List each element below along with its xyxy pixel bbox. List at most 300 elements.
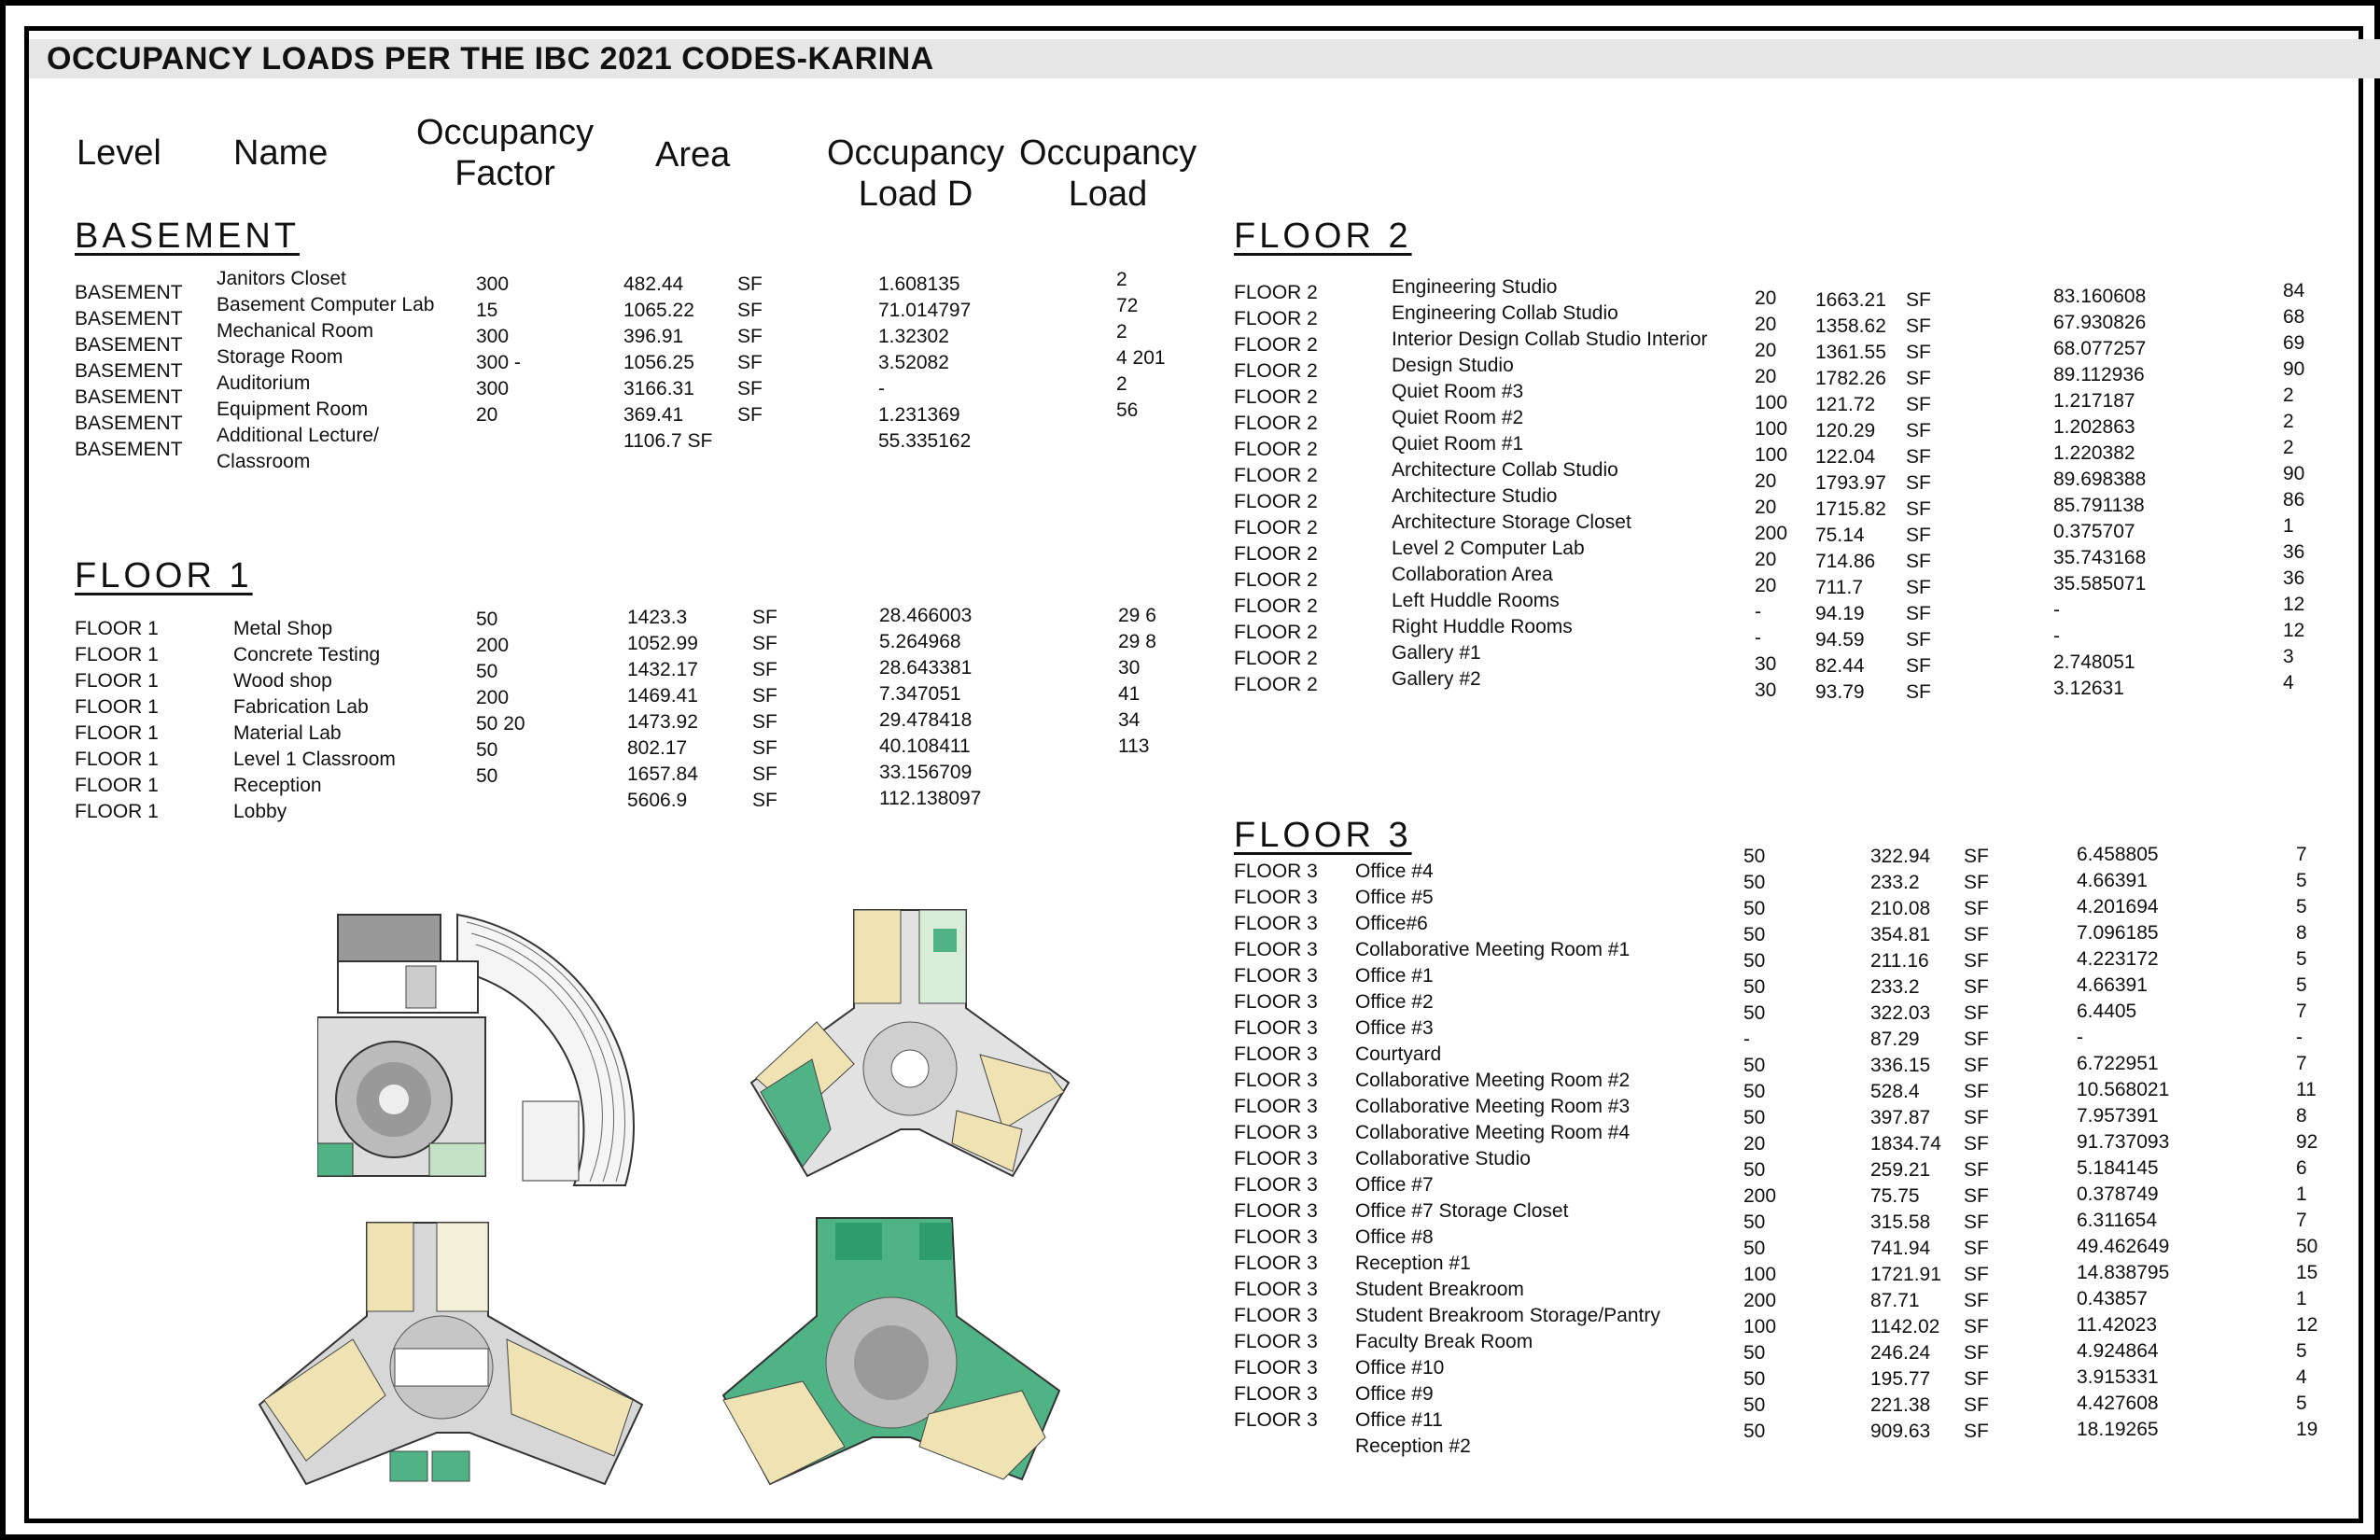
floor2-loads-cell: 84 [2283,280,2305,301]
header-level: Level [77,133,161,173]
floor3-loads-cell: 7 [2296,844,2307,865]
floor3-names-cell: Office #11 [1355,1409,1443,1431]
floor3-levels-cell: FLOOR 3 [1234,1122,1318,1143]
floor2-loads-cell: 68 [2283,306,2305,328]
floor2-factors-cell: 20 [1755,314,1777,335]
floor3-load-d-cell: 14.838795 [2077,1262,2170,1283]
floor2-levels-cell: FLOOR 2 [1234,648,1318,669]
floor3-loads-cell: 6 [2296,1157,2307,1179]
floor2-units-cell: SF [1906,655,1931,677]
floor3-factors-cell: 50 [1743,1002,1766,1024]
floor2-load-d-cell: 1.217187 [2053,390,2135,412]
floor3-units-cell: SF [1964,898,1989,919]
floor3-load-d-cell: 6.458805 [2077,844,2159,865]
floor3-names-cell: Collaborative Meeting Room #4 [1355,1122,1631,1143]
floor3-units-cell: SF [1964,1159,1989,1181]
basement-loads-cell: 2 [1116,373,1127,395]
floor2-names-cell: Gallery #1 [1392,642,1481,664]
basement-loads-cell: 2 [1116,321,1127,343]
floor3-load-d-cell: - [2077,1027,2083,1048]
floor1-units-cell: SF [752,685,777,707]
floor3-load-d-cell: 7.957391 [2077,1105,2159,1127]
floor3-units-cell: SF [1964,976,1989,998]
floor2-load-d-cell: 83.160608 [2053,286,2147,307]
header-area: Area [655,135,731,175]
floor3-names-cell: Collaborative Meeting Room #3 [1355,1096,1631,1117]
floor3-units-cell: SF [1964,872,1989,893]
floor3-load-d-cell: 4.427608 [2077,1393,2159,1414]
floor2-names-cell: Collaboration Area [1392,564,1553,585]
floor3-load-d-cell: 6.311654 [2077,1210,2158,1231]
floor3-levels-cell: FLOOR 3 [1234,939,1318,960]
floor3-loads-cell: - [2296,1027,2303,1048]
basement-factors-cell: 15 [476,300,498,321]
floor2-levels-cell: FLOOR 2 [1234,491,1318,512]
floor3-levels-cell: FLOOR 3 [1234,1253,1318,1274]
floor1-names-cell: Material Lab [233,722,342,744]
floor3-factors-cell: 20 [1743,1133,1766,1155]
floor2-load-d-cell: 1.202863 [2053,416,2135,438]
floor3-levels-cell: FLOOR 3 [1234,1357,1318,1379]
floor1-load-d-cell: 7.347051 [879,683,961,705]
header-name: Name [233,133,329,173]
floor3-names-cell: Collaborative Meeting Room #1 [1355,939,1631,960]
floor2-units-cell: SF [1906,394,1931,415]
floor2-factors-cell: 20 [1755,549,1777,570]
basement-loads-cell: 56 [1116,399,1139,421]
floor1-loads-cell: 41 [1118,683,1141,705]
floor1-loads-cell: 34 [1118,709,1141,731]
floor3-levels-cell: FLOOR 3 [1234,887,1318,908]
basement-loads-cell: 72 [1116,295,1139,316]
floor3-loads-cell: 7 [2296,1001,2307,1022]
floor1-factors-cell: 50 [476,765,498,787]
floor1-load-d-cell: 33.156709 [879,762,973,783]
floor3-load-d-cell: 49.462649 [2077,1236,2170,1257]
floor3-levels-cell: FLOOR 3 [1234,1017,1318,1039]
floor2-loads-cell: 4 [2283,672,2294,693]
floor2-factors-cell: 200 [1755,523,1788,544]
floor3-areas-cell: 233.2 [1870,872,1920,893]
floor2-loads-cell: 2 [2283,411,2294,432]
floor3-names-cell: Collaborative Studio [1355,1148,1531,1169]
page-title: OCCUPANCY LOADS PER THE IBC 2021 CODES-KARINA [47,41,934,77]
floor1-levels-cell: FLOOR 1 [75,775,159,796]
floor1-areas-cell: 1473.92 [627,711,698,733]
basement-factors-cell: 300 [476,273,510,295]
floor3-loads-cell: 12 [2296,1314,2318,1336]
floor2-names-cell: Quiet Room #3 [1392,381,1524,402]
floor2-areas-cell: 82.44 [1815,655,1865,677]
basement-areas-cell: 1065.22 [623,300,694,321]
floor3-loads-cell: 5 [2296,974,2307,996]
floor1-factors-cell: 50 [476,609,498,630]
floor2-names-cell: Architecture Storage Closet [1392,511,1631,533]
floor3-factors-cell: 50 [1743,924,1766,945]
floor3-units-cell: SF [1964,1316,1989,1337]
floor3-names-cell: Collaborative Meeting Room #2 [1355,1070,1631,1091]
floor3-levels-cell: FLOOR 3 [1234,965,1318,987]
floor2-units-cell: SF [1906,603,1931,624]
floor3-factors-cell: 100 [1743,1316,1777,1337]
floor1-units-cell: SF [752,737,777,759]
floor3-factors-cell: 50 [1743,872,1766,893]
floor3-loads-cell: 5 [2296,948,2307,970]
floor3-load-d-cell: 11.42023 [2077,1314,2158,1336]
floor2-units-cell: SF [1906,629,1931,651]
floor3-loads-cell: 8 [2296,922,2307,944]
floor3-levels-cell: FLOOR 3 [1234,1409,1318,1431]
floor2-units-cell: SF [1906,498,1931,520]
basement-areas-cell: 3166.31 [623,378,694,399]
floor3-areas-cell: 397.87 [1870,1107,1931,1128]
floor2-load-d-cell: 35.585071 [2053,573,2147,595]
floor1-load-d-cell: 112.138097 [879,788,982,809]
floor3-names-cell: Office #4 [1355,861,1434,882]
floor3-areas-cell: 322.94 [1870,846,1931,867]
floor3-areas-cell: 741.94 [1870,1238,1931,1259]
floor3-load-d-cell: 4.924864 [2077,1340,2159,1362]
floor1-floor-plan [742,905,1078,1195]
basement-areas-cell: 482.44 [623,273,684,295]
floor1-levels-cell: FLOOR 1 [75,722,159,744]
floor3-factors-cell: 100 [1743,1264,1777,1285]
floor3-factors-cell: 50 [1743,846,1766,867]
floor2-areas-cell: 1715.82 [1815,498,1886,520]
floor1-areas-cell: 5606.9 [627,790,688,811]
floor3-areas-cell: 75.75 [1870,1185,1920,1207]
floor3-factors-cell: 50 [1743,1342,1766,1364]
floor3-areas-cell: 336.15 [1870,1055,1931,1076]
basement-names-cell: Janitors Closet [217,268,346,289]
floor1-units-cell: SF [752,790,777,811]
floor2-units-cell: SF [1906,551,1931,572]
floor2-factors-cell: 20 [1755,340,1777,361]
floor2-areas-cell: 122.04 [1815,446,1876,468]
basement-factors-cell: 300 - [476,352,521,373]
floor3-names-cell: Office#6 [1355,913,1428,934]
floor2-names-cell: Architecture Studio [1392,485,1558,507]
floor3-units-cell: SF [1964,1238,1989,1259]
floor2-areas-cell: 120.29 [1815,420,1876,441]
floor3-levels-cell: FLOOR 3 [1234,1174,1318,1196]
floor3-floor-plan [714,1213,1069,1489]
basement-units-cell: SF [737,273,763,295]
floor3-levels-cell: FLOOR 3 [1234,1383,1318,1405]
basement-names-cell: Basement Computer Lab [217,294,435,315]
floor3-levels-cell: FLOOR 3 [1234,1070,1318,1091]
floor2-levels-cell: FLOOR 2 [1234,569,1318,591]
floor2-names-cell: Quiet Room #1 [1392,433,1524,455]
floor3-load-d-cell: 0.378749 [2077,1183,2159,1205]
floor3-loads-cell: 7 [2296,1210,2307,1231]
floor3-names-cell: Student Breakroom [1355,1279,1524,1300]
floor3-loads-cell: 7 [2296,1053,2307,1074]
floor3-load-d-cell: 4.66391 [2077,870,2148,891]
floor3-names-cell: Faculty Break Room [1355,1331,1533,1352]
floor3-levels-cell: FLOOR 3 [1234,1148,1318,1169]
basement-factors-cell: 300 [476,326,510,347]
section-floor3: FLOOR 3 [1234,816,1412,855]
floor3-areas-cell: 259.21 [1870,1159,1931,1181]
floor2-loads-cell: 12 [2283,620,2305,641]
floor1-areas-cell: 1432.17 [627,659,698,680]
floor2-load-d-cell: 68.077257 [2053,338,2147,359]
floor3-factors-cell: 50 [1743,1368,1766,1390]
floor2-areas-cell: 93.79 [1815,681,1865,703]
floor1-load-d-cell: 29.478418 [879,709,973,731]
floor2-names-cell: Engineering Studio [1392,276,1558,298]
floor3-load-d-cell: 91.737093 [2077,1131,2170,1153]
floor1-load-d-cell: 28.643381 [879,657,973,679]
floor2-levels-cell: FLOOR 2 [1234,517,1318,539]
floor1-areas-cell: 1657.84 [627,763,698,785]
basement-areas-cell: 1106.7 SF [623,430,713,452]
floor2-units-cell: SF [1906,368,1931,389]
floor2-load-d-cell: 3.12631 [2053,678,2124,699]
floor3-units-cell: SF [1964,1029,1989,1050]
basement-levels-cell: BASEMENT [75,282,183,303]
floor1-factors-cell: 50 [476,739,498,761]
floor2-factors-cell: 100 [1755,392,1788,413]
floor1-levels-cell: FLOOR 1 [75,618,159,639]
floor1-areas-cell: 1052.99 [627,633,698,654]
floor1-levels-cell: FLOOR 1 [75,801,159,822]
floor2-units-cell: SF [1906,525,1931,546]
floor3-loads-cell: 1 [2296,1183,2307,1205]
floor1-areas-cell: 1423.3 [627,607,688,628]
floor3-loads-cell: 5 [2296,1340,2307,1362]
floor2-areas-cell: 1358.62 [1815,315,1886,337]
floor1-load-d-cell: 5.264968 [879,631,961,652]
floor2-loads-cell: 90 [2283,358,2305,380]
floor2-units-cell: SF [1906,289,1931,311]
floor3-units-cell: SF [1964,950,1989,972]
floor1-factors-cell: 50 [476,661,498,682]
floor3-names-cell: Office #8 [1355,1226,1434,1248]
basement-load-d-cell: 1.32302 [878,326,949,347]
basement-units-cell: SF [737,326,763,347]
floor3-loads-cell: 5 [2296,1393,2307,1414]
floor3-areas-cell: 210.08 [1870,898,1931,919]
floor3-loads-cell: 5 [2296,896,2307,917]
floor2-names-cell: Design Studio [1392,355,1514,376]
floor3-factors-cell: 50 [1743,898,1766,919]
floor2-units-cell: SF [1906,342,1931,363]
floor3-factors-cell: 50 [1743,1055,1766,1076]
floor2-units-cell: SF [1906,577,1931,598]
floor1-names-cell: Level 1 Classroom [233,749,396,770]
floor3-load-d-cell: 10.568021 [2077,1079,2170,1100]
floor2-levels-cell: FLOOR 2 [1234,674,1318,695]
header-occupancy-load-d: Occupancy Load D [827,133,1005,214]
floor3-units-cell: SF [1964,1133,1989,1155]
floor3-units-cell: SF [1964,1290,1989,1311]
floor3-load-d-cell: 4.66391 [2077,974,2148,996]
floor3-names-cell: Office #7 [1355,1174,1434,1196]
floor2-levels-cell: FLOOR 2 [1234,413,1318,434]
floor3-factors-cell: - [1743,1029,1750,1050]
floor3-units-cell: SF [1964,1107,1989,1128]
floor3-areas-cell: 87.71 [1870,1290,1920,1311]
floor2-factors-cell: 100 [1755,418,1788,440]
basement-names-cell: Classroom [217,451,311,472]
floor2-names-cell: Engineering Collab Studio [1392,302,1618,324]
floor2-areas-cell: 75.14 [1815,525,1865,546]
floor3-loads-cell: 8 [2296,1105,2307,1127]
floor3-levels-cell: FLOOR 3 [1234,913,1318,934]
floor3-names-cell: Courtyard [1355,1043,1442,1065]
basement-loads-cell: 4 201 [1116,347,1166,369]
floor3-load-d-cell: 3.915331 [2077,1366,2159,1388]
floor2-load-d-cell: 0.375707 [2053,521,2135,542]
floor2-levels-cell: FLOOR 2 [1234,282,1318,303]
floor3-levels-cell: FLOOR 3 [1234,1279,1318,1300]
floor2-load-d-cell: 1.220382 [2053,442,2135,464]
basement-levels-cell: BASEMENT [75,308,183,329]
floor1-levels-cell: FLOOR 1 [75,696,159,718]
basement-load-d-cell: 55.335162 [878,430,972,452]
floor1-load-d-cell: 40.108411 [879,735,971,757]
floor3-units-cell: SF [1964,1211,1989,1233]
floor3-loads-cell: 92 [2296,1131,2318,1153]
floor2-levels-cell: FLOOR 2 [1234,308,1318,329]
floor3-factors-cell: 50 [1743,1421,1766,1442]
floor3-units-cell: SF [1964,1002,1989,1024]
floor2-load-d-cell: - [2053,625,2060,647]
floor1-names-cell: Metal Shop [233,618,333,639]
floor2-factors-cell: 20 [1755,287,1777,309]
floor2-areas-cell: 1782.26 [1815,368,1886,389]
floor2-areas-cell: 94.59 [1815,629,1865,651]
floor3-areas-cell: 87.29 [1870,1029,1920,1050]
floor3-areas-cell: 1721.91 [1870,1264,1941,1285]
floor2-load-d-cell: 35.743168 [2053,547,2147,568]
floor3-factors-cell: 50 [1743,950,1766,972]
floor3-levels-cell: FLOOR 3 [1234,1096,1318,1117]
floor3-areas-cell: 528.4 [1870,1081,1920,1102]
floor2-levels-cell: FLOOR 2 [1234,543,1318,565]
floor2-loads-cell: 2 [2283,385,2294,406]
floor3-loads-cell: 19 [2296,1419,2318,1440]
floor3-load-d-cell: 5.184145 [2077,1157,2159,1179]
floor3-loads-cell: 15 [2296,1262,2318,1283]
section-floor2: FLOOR 2 [1234,217,1412,256]
floor3-areas-cell: 315.58 [1870,1211,1931,1233]
basement-load-d-cell: - [878,378,885,399]
floor3-levels-cell: FLOOR 3 [1234,991,1318,1013]
floor2-loads-cell: 1 [2283,515,2294,537]
basement-areas-cell: 1056.25 [623,352,694,373]
floor3-loads-cell: 50 [2296,1236,2318,1257]
floor3-areas-cell: 1142.02 [1870,1316,1940,1337]
basement-levels-cell: BASEMENT [75,334,183,356]
floor1-units-cell: SF [752,607,777,628]
floor1-areas-cell: 802.17 [627,737,688,759]
basement-names-cell: Equipment Room [217,399,369,420]
floor3-factors-cell: 200 [1743,1185,1777,1207]
floor2-units-cell: SF [1906,315,1931,337]
floor2-names-cell: Architecture Collab Studio [1392,459,1618,481]
floor3-units-cell: SF [1964,1342,1989,1364]
floor2-loads-cell: 69 [2283,332,2305,354]
floor3-areas-cell: 354.81 [1870,924,1931,945]
basement-factors-cell: 20 [476,404,498,426]
floor3-units-cell: SF [1964,924,1989,945]
floor3-factors-cell: 50 [1743,1159,1766,1181]
basement-names-cell: Additional Lecture/ [217,425,379,446]
floor2-factors-cell: 20 [1755,366,1777,387]
floor1-areas-cell: 1469.41 [627,685,698,707]
floor2-factors-cell: 20 [1755,497,1777,518]
floor3-factors-cell: 200 [1743,1290,1777,1311]
section-floor1: FLOOR 1 [75,556,253,595]
header-occupancy-load: Occupancy Load [1019,133,1197,214]
floor3-names-cell: Reception #2 [1355,1435,1471,1457]
floor3-names-cell: Office #2 [1355,991,1434,1013]
floor3-areas-cell: 1834.74 [1870,1133,1941,1155]
floor1-loads-cell: 113 [1118,735,1150,757]
floor3-units-cell: SF [1964,1421,1989,1442]
floor3-areas-cell: 909.63 [1870,1421,1931,1442]
floor1-units-cell: SF [752,711,777,733]
floor2-areas-cell: 1663.21 [1815,289,1886,311]
floor3-units-cell: SF [1964,1368,1989,1390]
floor2-areas-cell: 714.86 [1815,551,1876,572]
floor2-units-cell: SF [1906,681,1931,703]
floor3-areas-cell: 195.77 [1870,1368,1931,1390]
floor2-factors-cell: 100 [1755,444,1788,466]
floor2-names-cell: Quiet Room #2 [1392,407,1524,428]
floor2-load-d-cell: 89.698388 [2053,469,2147,490]
basement-units-cell: SF [737,352,763,373]
floor3-areas-cell: 246.24 [1870,1342,1931,1364]
floor2-areas-cell: 1793.97 [1815,472,1886,494]
floor2-levels-cell: FLOOR 2 [1234,386,1318,408]
floor3-names-cell: Office #7 Storage Closet [1355,1200,1569,1222]
basement-load-d-cell: 71.014797 [878,300,972,321]
floor1-load-d-cell: 28.466003 [879,605,973,626]
floor2-loads-cell: 36 [2283,567,2305,589]
floor2-loads-cell: 90 [2283,463,2305,484]
floor3-names-cell: Office #5 [1355,887,1434,908]
floor2-names-cell: Level 2 Computer Lab [1392,538,1585,559]
floor1-factors-cell: 200 [476,635,510,656]
floor2-factors-cell: 20 [1755,470,1777,492]
basement-load-d-cell: 1.231369 [878,404,960,426]
floor3-units-cell: SF [1964,1081,1989,1102]
floor3-load-d-cell: 18.19265 [2077,1419,2159,1440]
floor3-loads-cell: 11 [2296,1079,2317,1100]
floor3-names-cell: Student Breakroom Storage/Pantry [1355,1305,1660,1326]
floor3-names-cell: Office #9 [1355,1383,1434,1405]
header-occupancy-factor: Occupancy Factor [416,113,595,193]
basement-load-d-cell: 3.52082 [878,352,949,373]
floor3-levels-cell: FLOOR 3 [1234,1043,1318,1065]
floor3-names-cell: Office #3 [1355,1017,1434,1039]
floor2-loads-cell: 2 [2283,437,2294,458]
floor3-factors-cell: 50 [1743,1211,1766,1233]
basement-floor-plan [317,905,663,1190]
floor2-levels-cell: FLOOR 2 [1234,360,1318,382]
floor3-load-d-cell: 4.201694 [2077,896,2159,917]
basement-loads-cell: 2 [1116,269,1127,290]
floor3-factors-cell: 50 [1743,976,1766,998]
basement-areas-cell: 369.41 [623,404,684,426]
floor3-units-cell: SF [1964,1185,1989,1207]
floor3-loads-cell: 4 [2296,1366,2307,1388]
floor3-units-cell: SF [1964,846,1989,867]
